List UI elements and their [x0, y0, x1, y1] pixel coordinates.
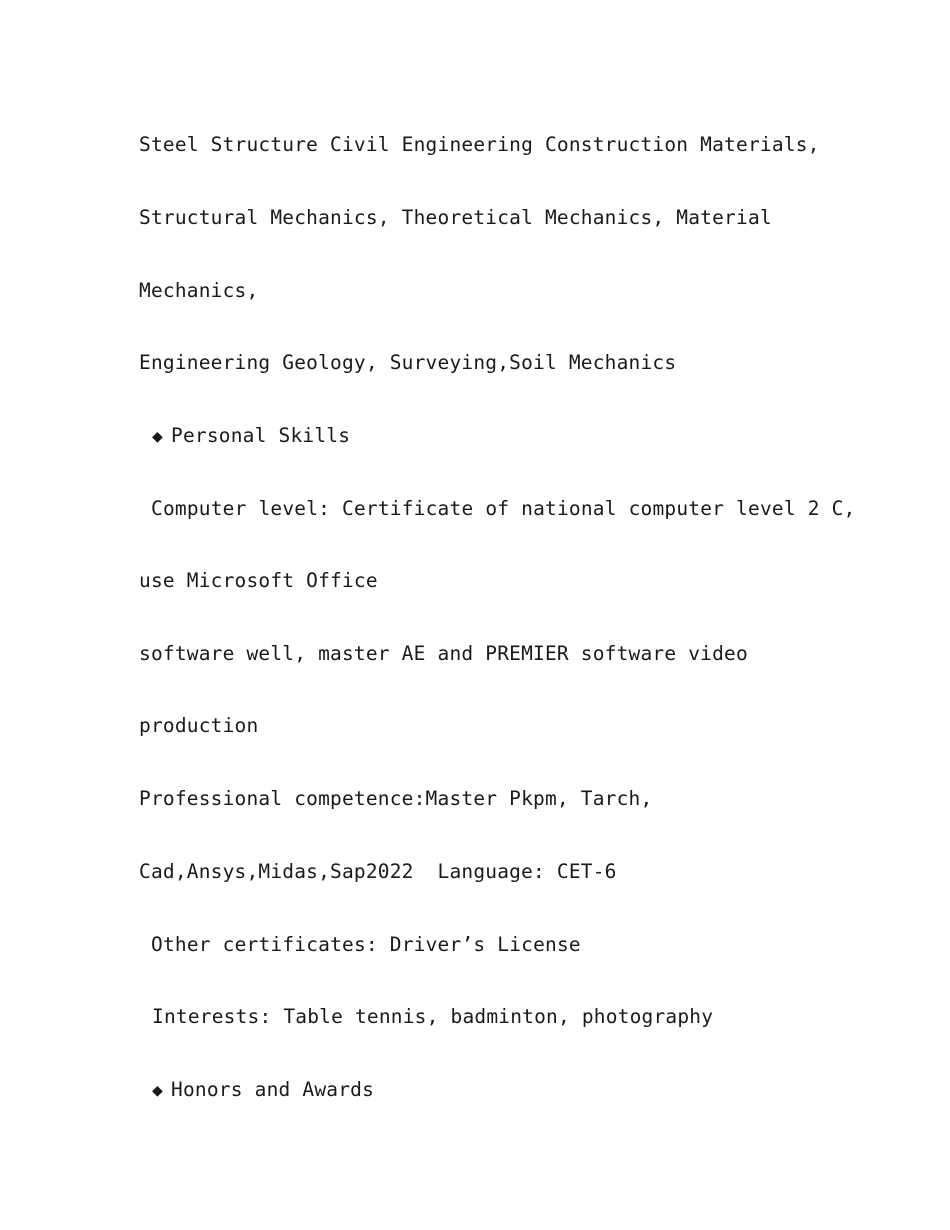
courses-line-3: Mechanics, [139, 279, 259, 302]
skills-line-tools-language: Cad,Ansys,Midas,Sap2022 Language: CET-6 [139, 860, 617, 883]
skills-line-software: software well, master AE and PREMIER software video [139, 642, 748, 665]
skills-line-computer-level: Computer level: Certificate of national computer level 2 C, [151, 497, 856, 520]
courses-line-2: Structural Mechanics, Theoretical Mechanics, Material [139, 206, 772, 229]
personal-skills-heading [152, 424, 350, 449]
skills-line-professional: Professional competence:Master Pkpm, Tarch, [139, 787, 653, 810]
courses-line-1: Steel Structure Civil Engineering Construction Materials, [139, 133, 820, 156]
skills-line-production: production [139, 714, 259, 737]
honors-heading [152, 1078, 374, 1103]
honors-heading-text: Honors and Awards [171, 1078, 375, 1101]
skills-line-interests: Interests: Table tennis, badminton, photography [152, 1005, 714, 1028]
skills-line-office: use Microsoft Office [139, 569, 378, 592]
diamond-bullet-icon: ◆ [152, 426, 164, 447]
skills-line-certificates: Other certificates: Driver’s License [151, 933, 581, 956]
courses-line-4: Engineering Geology, Surveying,Soil Mechanics [139, 351, 677, 374]
diamond-bullet-icon: ◆ [152, 1080, 164, 1101]
personal-skills-heading-text: Personal Skills [171, 424, 351, 447]
